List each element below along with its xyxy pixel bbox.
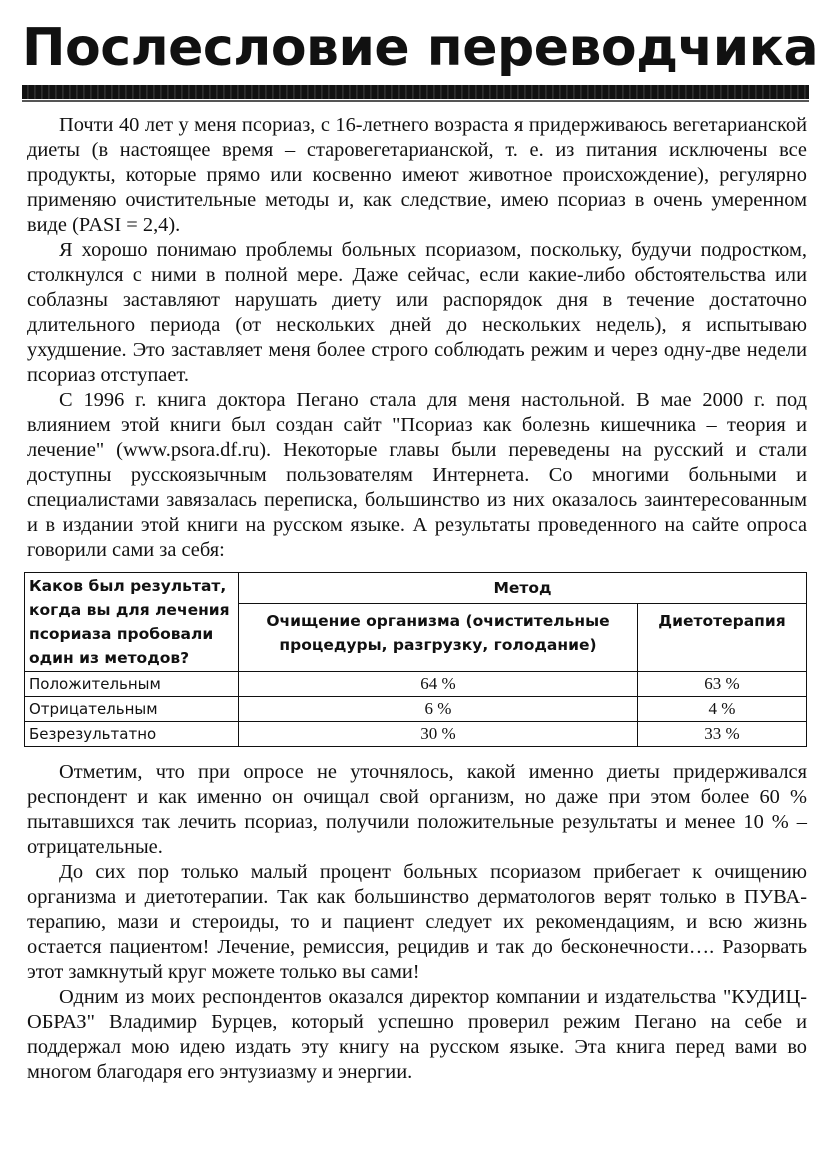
- page-title: Послесловие переводчика: [22, 18, 819, 78]
- title-underline-rule: [22, 85, 809, 99]
- cleansing-value: 30 %: [239, 722, 638, 747]
- diet-value: 63 %: [638, 672, 807, 697]
- table-header-row: [25, 573, 807, 604]
- paragraph: До сих пор только малый процент больных псориазом прибегает к очищению организма и диетотерапии. Так как большинство дерматологов верят только в ПУВА-терапию, мази и стероиды, то и пациент следует их рекомендациям, и всю жизнь остается пациентом! Лечение, ремиссия, рецидив и так до бесконечности…. Разорвать этот замкнутый круг можете только вы сами!: [27, 861, 807, 983]
- paragraph: Одним из моих респондентов оказался директор компании и издательства "КУДИЦ-ОБРАЗ" Владимир Бурцев, который успешно проверил режим Пегано на себе и поддержал мою идею издать эту книгу на русском языке. Эта книга перед вами во многом благодаря его энтузиазму и энергии.: [27, 986, 807, 1083]
- diet-value: 33 %: [638, 722, 807, 747]
- method-header: Метод: [239, 573, 807, 604]
- cleansing-value: 6 %: [239, 697, 638, 722]
- diet-value: 4 %: [638, 697, 807, 722]
- row-label: Безрезультатно: [25, 722, 239, 747]
- cleansing-value: 64 %: [239, 672, 638, 697]
- question-header: Каков был результат, когда вы для лечения псориаза пробовали один из методов?: [25, 573, 239, 672]
- row-label: Положительным: [25, 672, 239, 697]
- paragraph: Почти 40 лет у меня псориаз, с 16-летнего возраста я придерживаюсь вегетарианской диеты (в настоящее время – старовегетарианской, т. е. из питания исключены все продукты, которые прямо или косвенно имеют животное происхождение), регулярно применяю очистительные методы и, как следствие, имею псориаз в очень умеренном виде (PASI = 2,4).: [27, 114, 807, 236]
- paragraph: С 1996 г. книга доктора Пегано стала для меня настольной. В мае 2000 г. под влиянием этой книги был создан сайт "Псориаз как болезнь кишечника – теория и лечение" (www.psora.df.ru). Некоторые главы были переведены на русский и стали доступны русскоязычным пользователям Интернета. Со многими больными и специалистами завязалась переписка, большинство из них оказалось заинтересованным и в издании этой книги на русском языке. А результаты проведенного на сайте опроса говорили сами за себя:: [27, 389, 807, 561]
- table-row: [25, 722, 807, 747]
- table-row: [25, 672, 807, 697]
- diet-column-header: Диетотерапия: [638, 604, 807, 672]
- table-row: [25, 697, 807, 722]
- paragraph: Отметим, что при опросе не уточнялось, какой именно диеты придерживался респондент и как именно он очищал свой организм, но даже при этом более 60 % пытавшихся так лечить псориаз, получили положительные результаты и менее 10 % – отрицательные.: [27, 761, 807, 858]
- title-underline-thin-rule: [22, 100, 809, 102]
- survey-results-table: [24, 572, 807, 747]
- paragraph: Я хорошо понимаю проблемы больных псориазом, поскольку, будучи подростком, столкнулся с ними в полной мере. Даже сейчас, если какие-либо обстоятельства или соблазны заставляют нарушать диету или распорядок дня в течение достаточно длительного периода (от нескольких дней до нескольких недель), я испытываю ухудшение. Это заставляет меня более строго соблюдать режим и через одну-две недели псориаз отступает.: [27, 239, 807, 386]
- cleansing-column-header: Очищение организма (очистительные процедуры, разгрузку, голодание): [239, 604, 638, 672]
- article-body: [27, 113, 807, 1085]
- row-label: Отрицательным: [25, 697, 239, 722]
